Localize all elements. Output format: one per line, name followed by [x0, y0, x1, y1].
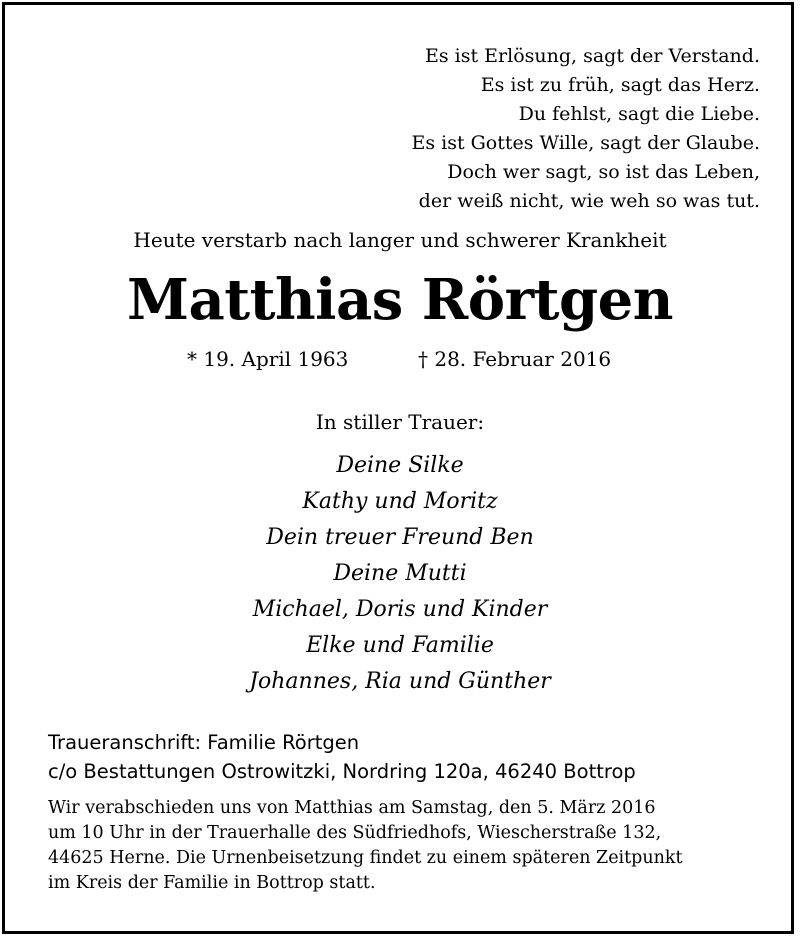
- mourners-list: [0, 448, 800, 700]
- service-line: 44625 Herne. Die Urnenbeisetzung findet zu einem späteren Zeitpunkt: [48, 848, 683, 868]
- poem-line: Du fehlst, sagt die Liebe.: [518, 103, 760, 125]
- mourner-name: Deine Mutti: [333, 561, 467, 586]
- poem-line: Es ist Erlösung, sagt der Verstand.: [425, 45, 760, 67]
- deceased-name: Matthias Rörtgen: [126, 267, 674, 333]
- service-info: [48, 796, 683, 896]
- poem-line: Es ist zu früh, sagt das Herz.: [480, 74, 760, 96]
- service-line: um 10 Uhr in der Trauerhalle des Südfriedhofs, Wiescherstraße 132,: [48, 823, 662, 843]
- address-line: Traueranschrift: Familie Rörtgen: [48, 731, 360, 754]
- mourner-name: Michael, Doris und Kinder: [252, 597, 548, 622]
- service-line: im Kreis der Familie in Bottrop statt.: [48, 873, 376, 893]
- mourning-heading: In stiller Trauer:: [315, 410, 485, 434]
- address-line: c/o Bestattungen Ostrowitzki, Nordring 120a, 46240 Bottrop: [48, 760, 636, 783]
- mourner-name: Elke und Familie: [306, 633, 494, 658]
- mourner-name: Kathy und Moritz: [302, 489, 498, 514]
- poem: [411, 42, 760, 216]
- mourner-name: Dein treuer Freund Ben: [266, 525, 534, 550]
- service-line: Wir verabschieden uns von Matthias am Samstag, den 5. März 2016: [48, 798, 656, 818]
- mourning-address: [48, 728, 636, 786]
- birth-date: * 19. April 1963: [187, 347, 349, 371]
- mourner-name: Johannes, Ria und Günther: [249, 669, 551, 694]
- intro-text: Heute verstarb nach langer und schwerer Krankheit: [133, 228, 667, 252]
- mourner-name: Deine Silke: [336, 453, 464, 478]
- poem-line: Es ist Gottes Wille, sagt der Glaube.: [411, 132, 760, 154]
- death-date: † 28. Februar 2016: [418, 347, 612, 371]
- poem-line: Doch wer sagt, so ist das Leben,: [447, 161, 760, 183]
- poem-line: der weiß nicht, wie weh so was tut.: [418, 190, 760, 212]
